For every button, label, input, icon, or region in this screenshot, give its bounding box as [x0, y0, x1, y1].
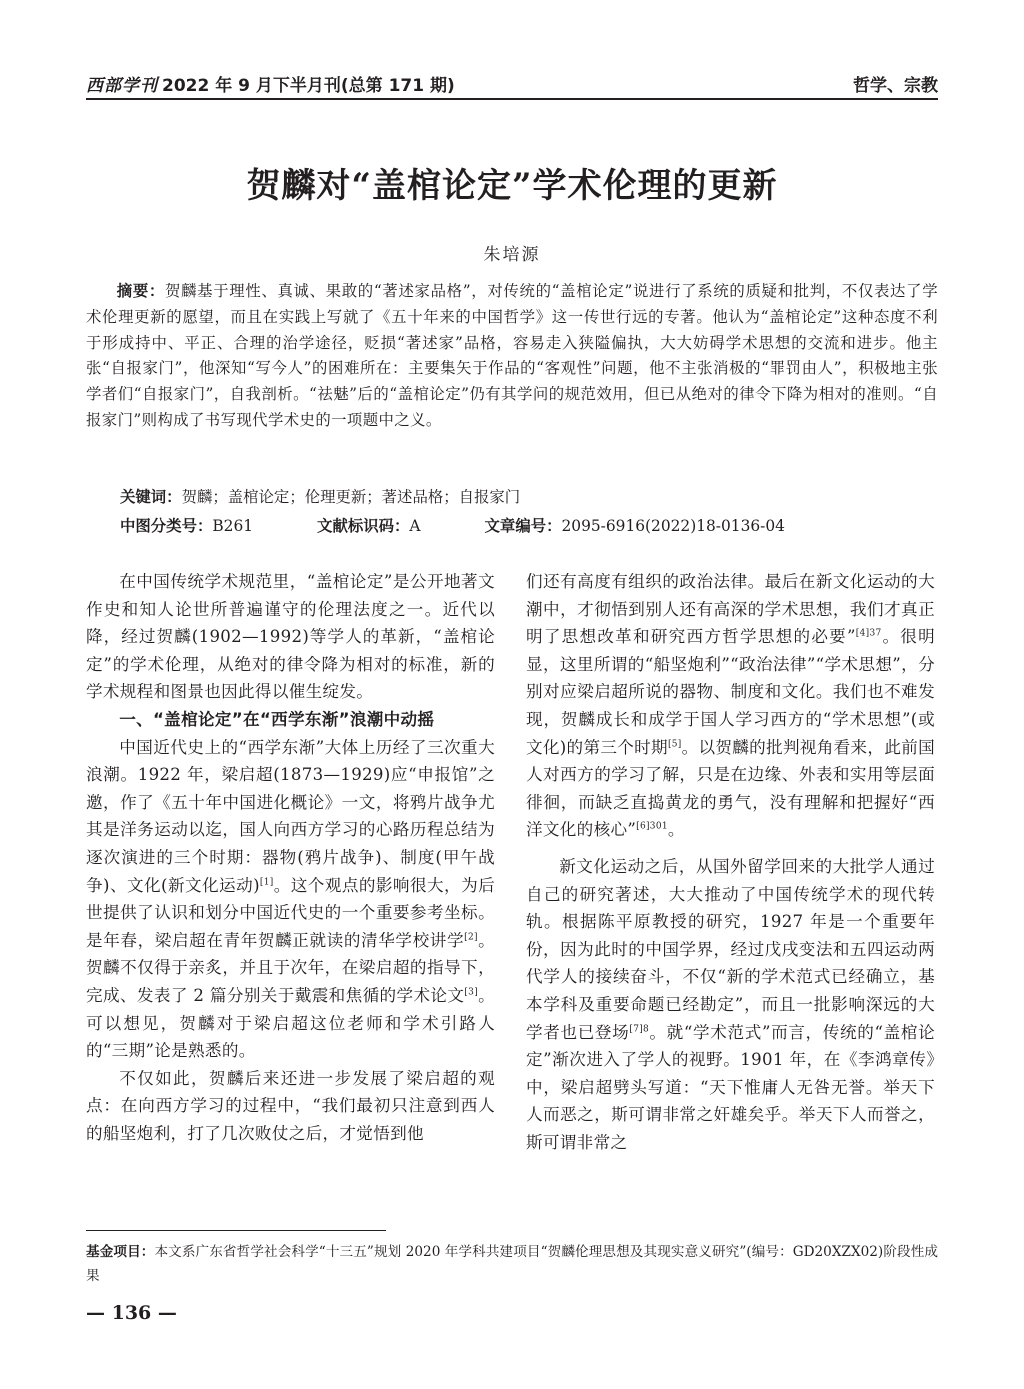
- abstract-label: 摘要：: [116, 282, 165, 300]
- body-paragraph: 在中国传统学术规范里，“盖棺论定”是公开地著文作史和知人论世所普遍谨守的伦理法度之一。近代以降，经过贺麟(1902—1992)等学人的革新，“盖棺论定”的学术伦理，从绝对的律令降为相对的标准，新的学术规程和图景也因此得以催生绽发。: [86, 572, 495, 702]
- funding-text: 本文系广东省哲学社会科学“十三五”规划 2020 年学科共建项目“贺麟伦理思想及其现实意义研究”(编号：GD20XZX02)阶段性成果: [86, 1244, 939, 1284]
- issue-info: 2022 年 9 月下半月刊(总第 171 期): [162, 76, 455, 96]
- page-number: — 136 —: [86, 1302, 177, 1324]
- funding-label: 基金项目：: [86, 1244, 155, 1260]
- running-header: [86, 66, 938, 100]
- citation-ref: [5]: [667, 739, 682, 750]
- citation-ref: [3]: [464, 987, 479, 998]
- journal-logo: 西部学刊: [86, 76, 158, 96]
- body-paragraph: 们还有高度有组织的政治法律。最后在新文化运动的大潮中，才彻悟到别人还有高深的学术思想，我们才真正明了思想改革和研究西方哲学思想的必要”$^{[4]37}$。很明显，这里所谓的“船坚炮利”“政治法律”“学术思想”，分别对应梁启超所说的器物、制度和文化。我们也不难发现，贺麟成长和成学于国人学习西方的“学术思想”(或文化)的第三个时期[5]。以贺麟的批判视角看来，此前国人对西方的学习了解，只是在边缘、外表和实用等层面徘徊，而缺乏直捣黄龙的勇气，没有理解和把握好“西洋文化的核心”$^{[6]301}$。: [526, 572, 936, 840]
- body-paragraph: 新文化运动之后，从国外留学回来的大批学人通过自己的研究著述，大大推动了中国传统学术的现代转轨。根据陈平原教授的研究，1927 年是一个重要年份，因为此时的中国学界，经过戊戌变法和五四运动两代学人的接续奋斗，不仅“新的学术范式已经确立，基本学科及重要命题已经勘定”，而且一批影响深远的大学者也已登场$^{[7]8}$。就“学术范式”而言，传统的“盖棺论定”渐次进入了学人的视野。1901 年，在《李鸿章传》中，梁启超劈头写道：“天下惟庸人无咎无誉。举天下人而恶之，斯可谓非常之奸雄矣乎。举天下人而誉之，斯可谓非常之: [526, 856, 935, 1152]
- abstract: [86, 279, 938, 434]
- journal-issue: [86, 71, 455, 96]
- clc-number: 中图分类号：B261: [120, 517, 254, 535]
- body-paragraph: 中国近代史上的“西学东渐”大体上历经了三次重大浪潮。1922 年，梁启超(1873—1929)应“申报馆”之邀，作了《五十年中国进化概论》一文，将鸦片战争尤其是洋务运动以迄，国人向西方学习的心路历程总结为逐次演进的三个时期：器物(鸦片战争)、制度(甲午战争)、文化(新文化运动)[1]。这个观点的影响很大，为后世提供了认识和划分中国近代史的一个重要参考坐标。是年春，梁启超在青年贺麟正就读的清华学校讲学[2]。贺麟不仅得于亲炙，并且于次年，在梁启超的指导下，完成、发表了 2 篇分别关于戴震和焦循的学术论文[3]。可以想见，贺麟对于梁启超这位老师和学术引路人的“三期”论是熟悉的。: [86, 737, 495, 1061]
- article-title: 贺麟对“盖棺论定”学术伦理的更新: [246, 166, 778, 206]
- citation-ref: [7]8: [629, 1023, 650, 1034]
- keywords-text: 贺麟；盖棺论定；伦理更新；著述品格；自报家门: [181, 488, 521, 506]
- footnote-rule: [86, 1230, 386, 1231]
- article-number: 文章编号：2095-6916(2022)18-0136-04: [484, 517, 785, 535]
- body-column-left: [86, 568, 495, 1147]
- classification-line: [120, 514, 785, 536]
- abstract-text: 贺麟基于理性、真诚、果敢的“著述家品格”，对传统的“盖棺论定”说进行了系统的质疑和批判，不仅表达了学术伦理更新的愿望，而且在实践上写就了《五十年来的中国哲学》这一传世行远的专著。他认为“盖棺论定”这种态度不利于形成持中、平正、合理的治学途径，贬损“著述家”品格，容易走入狭隘偏执，大大妨碍学术思想的交流和进步。他主张“自报家门”，他深知“写今人”的困难所在：主要集矢于作品的“客观性”问题，他不主张消极的“罪罚由人”，积极地主张学者们“自报家门”，自我剖析。“祛魅”后的“盖棺论定”仍有其学问的规范效用，但已从绝对的律令下降为相对的准则。“自报家门”则构成了书写现代学术史的一项题中之义。: [86, 282, 938, 429]
- article-author: 朱培源: [483, 245, 541, 265]
- keywords: [120, 485, 938, 507]
- citation-ref: [1]: [259, 877, 274, 887]
- citation-ref: [4]37: [855, 628, 882, 639]
- section-name: 哲学、宗教: [853, 76, 938, 96]
- funding-note: [86, 1240, 938, 1288]
- citation-ref: [6]301: [636, 821, 668, 832]
- citation-ref: [2]: [464, 932, 478, 943]
- keywords-label: 关键词：: [120, 488, 182, 506]
- body-paragraph: 不仅如此，贺麟后来还进一步发展了梁启超的观点：在向西方学习的过程中，“我们最初只注意到西人的船坚炮利，打了几次败仗之后，才觉悟到他: [86, 1068, 495, 1143]
- document-code: 文献标识码：A: [317, 517, 421, 535]
- body-column-right: [526, 568, 935, 1156]
- section-heading: 一、“盖棺论定”在“西学东渐”浪潮中动摇: [119, 709, 435, 729]
